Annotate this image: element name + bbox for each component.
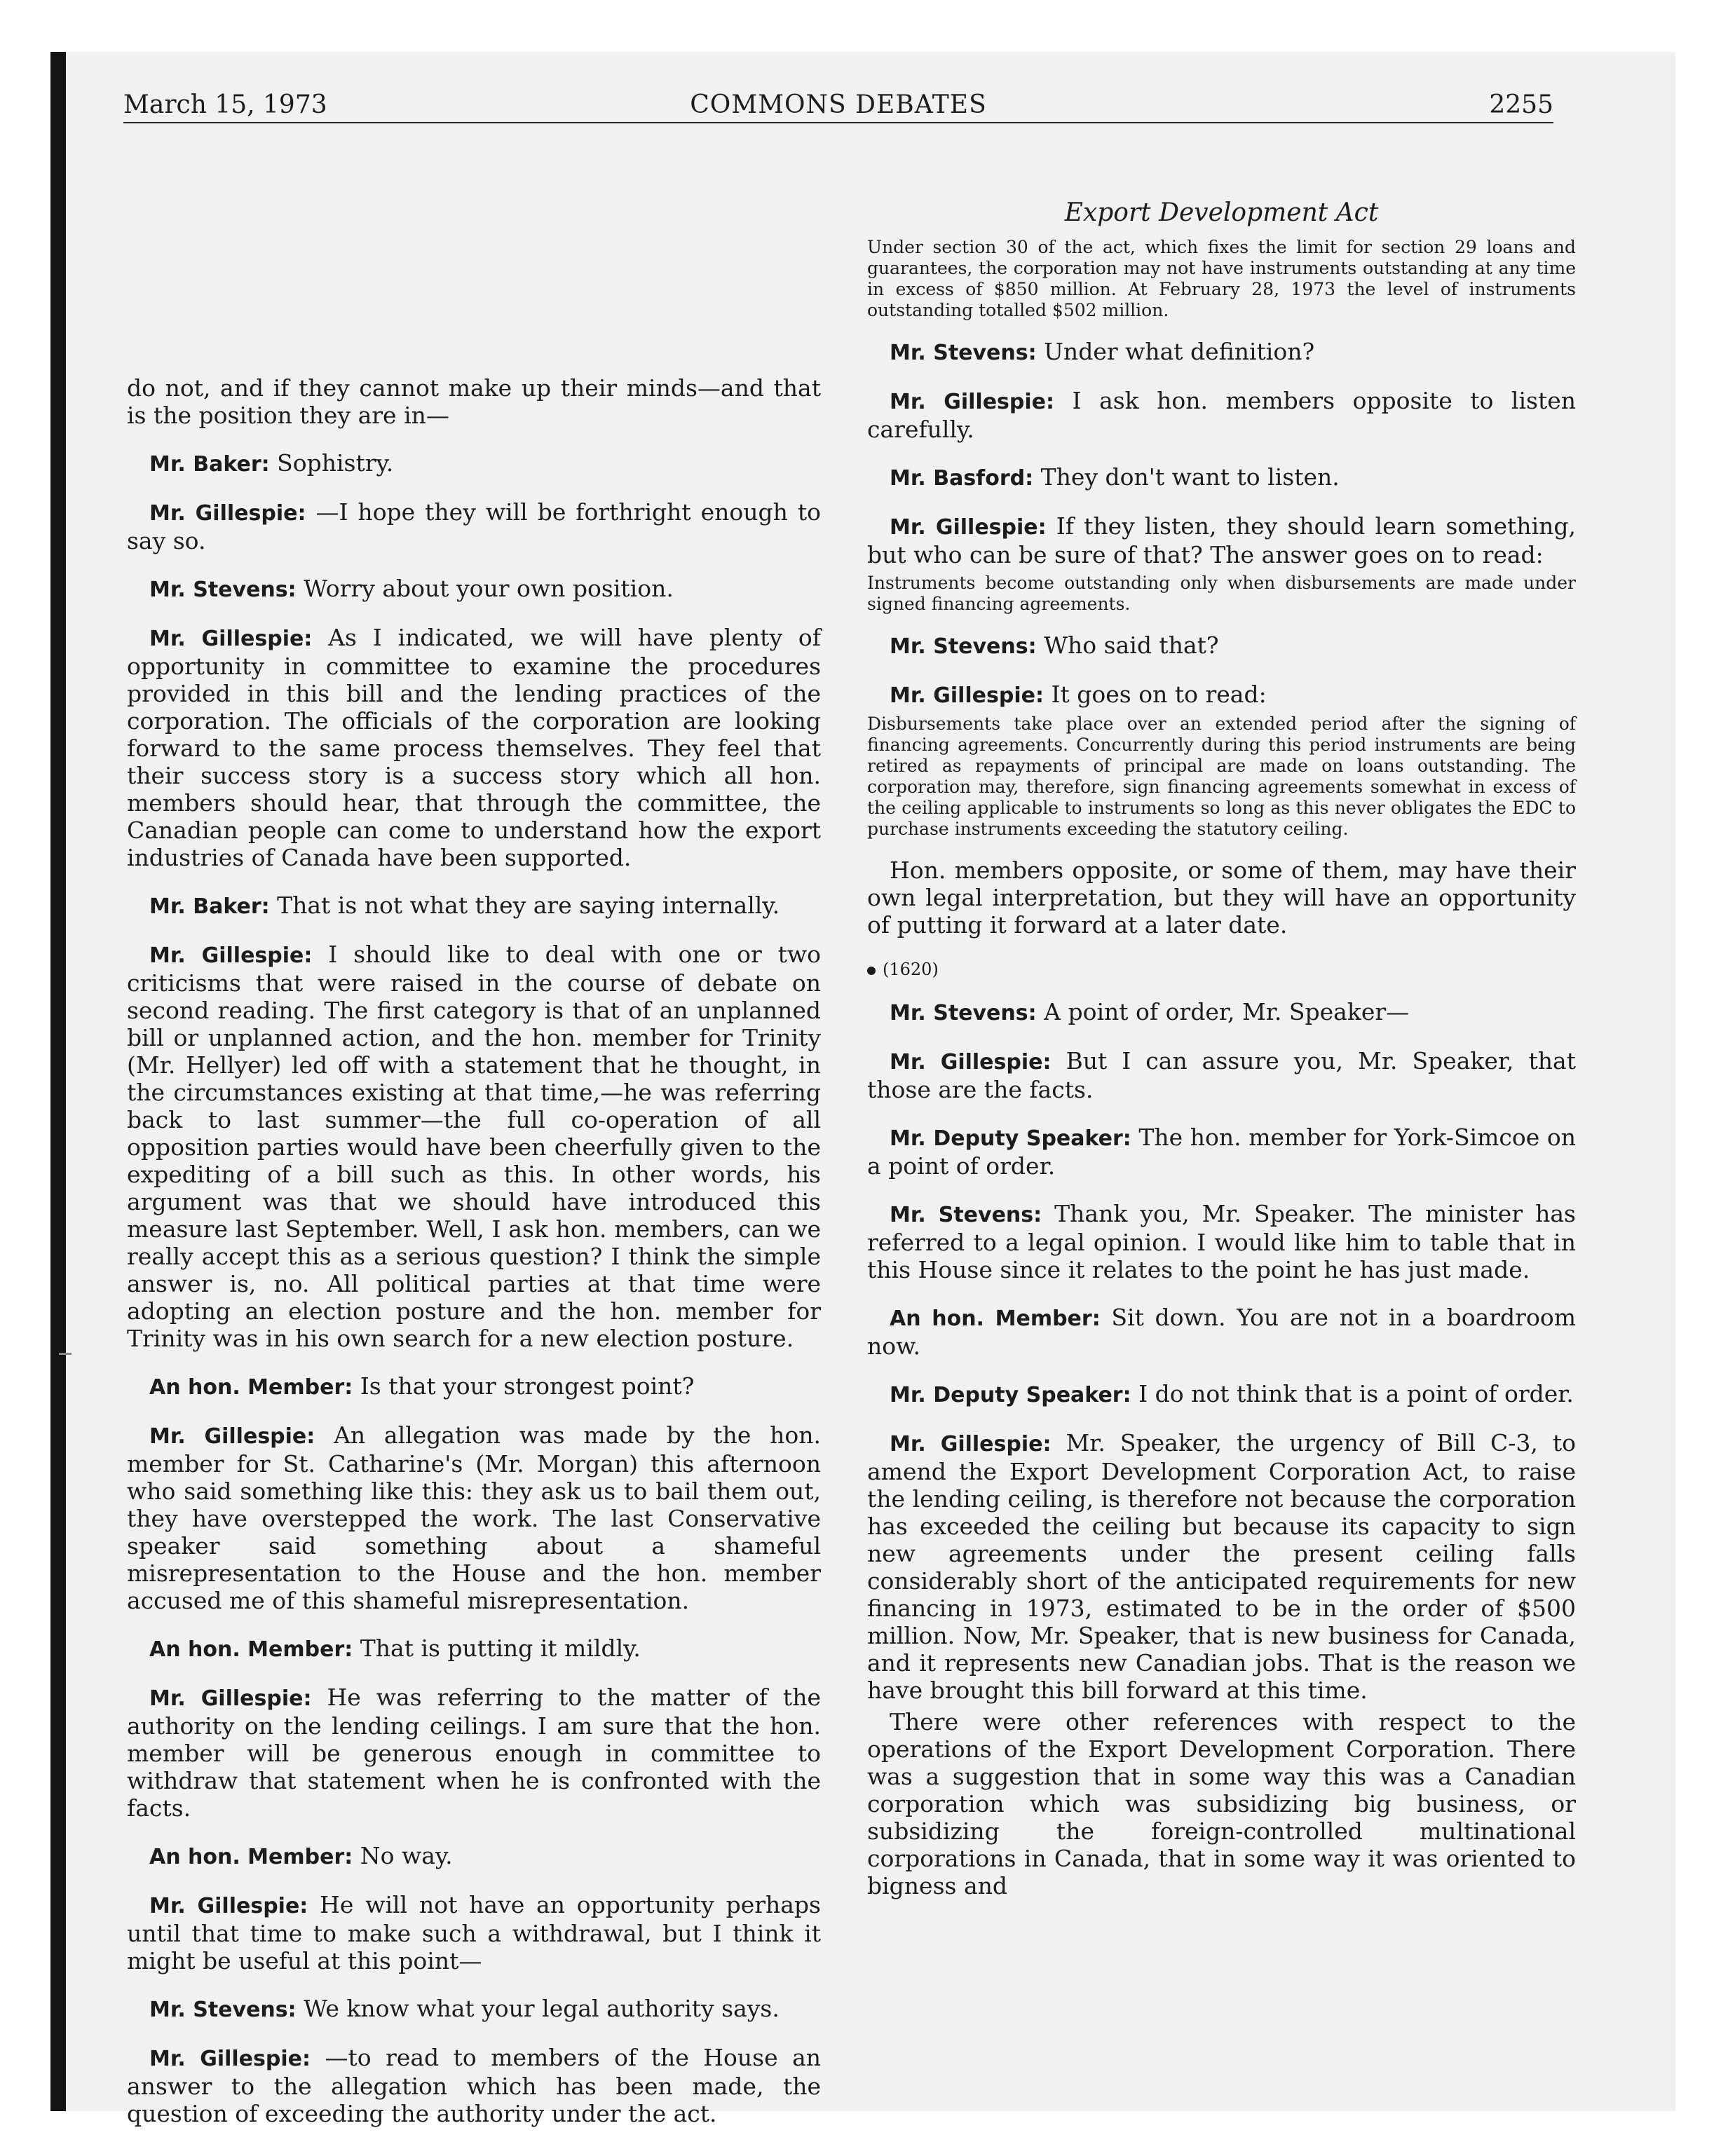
speaker-name: An hon. Member: (149, 1637, 353, 1662)
speaker-name: Mr. Baker: (149, 452, 270, 477)
speaker-name: Mr. Gillespie: (890, 390, 1055, 414)
speaker-name: Mr. Stevens: (890, 1001, 1037, 1025)
quoted-excerpt-1: Under section 30 of the act, which fixes the limit for section 29 loans and guarantees, the corporation may not have instruments outstanding at any time in excess of $850 million. At February 28, 1973 the level of instruments outstanding totalled $502 million. (867, 237, 1576, 320)
binding-edge (50, 52, 66, 2111)
speaker-name: An hon. Member: (149, 1845, 353, 1869)
speaker-name: Mr. Gillespie: (890, 1432, 1052, 1456)
speech-gillespie-10: Mr. Gillespie: It goes on to read: (890, 681, 1267, 708)
speaker-name: Mr. Baker: (149, 894, 270, 919)
speech-member-2: An hon. Member: That is putting it mildly. (149, 1635, 641, 1662)
speech-gillespie-7: Mr. Gillespie: —to read to members of the House an answer to the allegation which has been made, the question of exceeding the authority under the act. (127, 2044, 822, 2127)
speech-deputy-speaker-1: Mr. Deputy Speaker: The hon. member for York-Simcoe on a point of order. (867, 1124, 1576, 1180)
speaker-name: Mr. Stevens: (149, 1998, 297, 2022)
speaker-name: Mr. Gillespie: (890, 515, 1047, 540)
speech-gillespie-4: Mr. Gillespie: An allegation was made by the hon. member for St. Catharine's (Mr. Morgan) this afternoon who said something like this: they ask us to bail them out, they have overstepped the work. The last Conservative speaker said something about a shameful misrepresentation to the House and the hon. member accused me of this shameful misrepresentation. (127, 1421, 821, 1614)
header-date: March 15, 1973 (123, 90, 327, 119)
speech-member-1: An hon. Member: Is that your strongest point? (149, 1372, 695, 1400)
time-stamp: (1620) (867, 959, 1576, 980)
speech-basford-1: Mr. Basford: They don't want to listen. (890, 463, 1340, 491)
speaker-name: Mr. Stevens: (149, 578, 297, 602)
speaker-name: Mr. Gillespie: (890, 683, 1044, 708)
right-column (867, 137, 1576, 1920)
paragraph-other-references: There were other references with respect to the operations of the Export Development Corporation. There was a suggestion that in some way this was a Canadian corporation which was subsidizing big business, or subsidizing the foreign-controlled multinational corporations in Canada, that in some way it was oriented to bigness and (867, 1708, 1576, 1899)
speaker-name: Mr. Gillespie: (149, 1686, 312, 1711)
speech-deputy-speaker-2: Mr. Deputy Speaker: I do not think that is a point of order. (890, 1380, 1574, 1407)
speech-gillespie-9: Mr. Gillespie: If they listen, they should learn something, but who can be sure of that? The answer goes on to read: (867, 512, 1576, 568)
paragraph-legal-interpretation: Hon. members opposite, or some of them, may have their own legal interpretation, but they will have an opportunity of putting it forward at a later date. (867, 857, 1576, 939)
speaker-name: Mr. Stevens: (890, 341, 1037, 365)
speech-gillespie-11: Mr. Gillespie: But I can assure you, Mr. Speaker, that those are the facts. (867, 1047, 1576, 1103)
speech-member-3: An hon. Member: No way. (149, 1842, 453, 1869)
speech-baker-2: Mr. Baker: That is not what they are saying internally. (149, 892, 780, 919)
speaker-name: Mr. Basford: (890, 466, 1034, 491)
speech-stevens-3: Mr. Stevens: Under what definition? (890, 338, 1315, 365)
speaker-name: Mr. Deputy Speaker: (890, 1126, 1131, 1151)
margin-mark (59, 1353, 72, 1355)
speaker-name: Mr. Gillespie: (149, 1894, 308, 1918)
speaker-name: Mr. Gillespie: (149, 2047, 311, 2071)
speech-stevens-4: Mr. Stevens: Who said that? (890, 632, 1219, 659)
speech-gillespie-2: Mr. Gillespie: As I indicated, we will have plenty of opportunity in committee to examine the procedures provided in this bill and the lending practices of the corporation. The officials of the corporation are looking forward to the same process themselves. They feel that their success story is a success story which all hon. members should hear, that through the committee, the Canadian people can come to understand how the export industries of Canada have been supported. (127, 624, 821, 871)
speaker-name: Mr. Gillespie: (149, 501, 306, 526)
continuation-paragraph: do not, and if they cannot make up their minds—and that is the position they are in— (127, 374, 821, 429)
speaker-name: Mr. Stevens: (890, 634, 1037, 659)
speaker-name: Mr. Gillespie: (149, 627, 313, 651)
speech-gillespie-3: Mr. Gillespie: I should like to deal with one or two criticisms that were raised in the course of debate on second reading. The first category is that of an unplanned bill or unplanned action, and the hon. member for Trinity (Mr. Hellyer) led off with a statement that he thought, in the circumstances existing at that time,—he was referring back to last summer—the full co-operation of all opposition parties would have been cheerfully given to the expediting of a bill such as this. In other words, his argument was that we should have introduced this measure last September. Well, I ask hon. members, can we really accept this as a serious question? I think the simple answer is, no. All political parties at that time were adopting an election posture and the hon. member for Trinity was in his own search for a new election posture. (127, 941, 821, 1352)
quoted-excerpt-2: Instruments become outstanding only when disbursements are made under signed financing agreements. (867, 573, 1576, 614)
speech-stevens-2: Mr. Stevens: We know what your legal authority says. (149, 1995, 780, 2022)
left-column (127, 137, 821, 2148)
header-page-number: 2255 (1489, 90, 1553, 119)
section-title: Export Development Act (1064, 198, 1379, 227)
speech-baker-1: Mr. Baker: Sophistry. (149, 449, 394, 477)
speaker-name: Mr. Stevens: (890, 1203, 1042, 1227)
speech-gillespie-5: Mr. Gillespie: He was referring to the matter of the authority on the lending ceilings. I am sure that the hon. member will be generous enough in committee to withdraw that statement when he is confronted with the facts. (127, 1684, 821, 1822)
speaker-name: Mr. Gillespie: (149, 943, 313, 968)
page-header (123, 88, 1553, 123)
speaker-name: An hon. Member: (890, 1306, 1101, 1331)
speaker-name: An hon. Member: (149, 1375, 353, 1400)
speaker-name: Mr. Deputy Speaker: (890, 1383, 1131, 1407)
speech-gillespie-1: Mr. Gillespie: —I hope they will be forthright enough to say so. (127, 498, 821, 554)
speech-stevens-1: Mr. Stevens: Worry about your own position. (149, 575, 674, 602)
speech-stevens-5: Mr. Stevens: A point of order, Mr. Speaker— (890, 998, 1410, 1025)
speech-member-4: An hon. Member: Sit down. You are not in a boardroom now. (867, 1304, 1576, 1360)
quoted-excerpt-3: Disbursements take place over an extended period after the signing of financing agreements. Concurrently during this period instruments are being retired as repayments of principal are made on loans outstanding. The corporation may, therefore, sign financing agreements somewhat in excess of the ceiling applicable to instruments so long as this never obligates the EDC to purchase instruments exceeding the statutory ceiling. (867, 714, 1576, 839)
speaker-name: Mr. Gillespie: (149, 1424, 315, 1449)
speech-stevens-6: Mr. Stevens: Thank you, Mr. Speaker. The minister has referred to a legal opinion. I would like him to table that in this House since it relates to the point he has just made. (867, 1200, 1576, 1283)
header-title: COMMONS DEBATES (690, 90, 987, 119)
speech-gillespie-12: Mr. Gillespie: Mr. Speaker, the urgency of Bill C-3, to amend the Export Development Corporation Act, to raise the lending ceiling, is therefore not because the corporation has exceeded the ceiling but because its capacity to sign new agreements under the present ceiling falls considerably short of the anticipated requirements for new financing in 1973, estimated to be in the order of $500 million. Now, Mr. Speaker, that is new business for Canada, and it represents new Canadian jobs. That is the reason we have brought this bill forward at this time. (867, 1429, 1576, 1704)
speech-gillespie-6: Mr. Gillespie: He will not have an opportunity perhaps until that time to make such a withdrawal, but I think it might be useful at this point— (127, 1891, 821, 1974)
speech-gillespie-8: Mr. Gillespie: I ask hon. members opposite to listen carefully. (867, 387, 1577, 443)
bullet-icon (867, 967, 876, 975)
speaker-name: Mr. Gillespie: (890, 1050, 1052, 1074)
